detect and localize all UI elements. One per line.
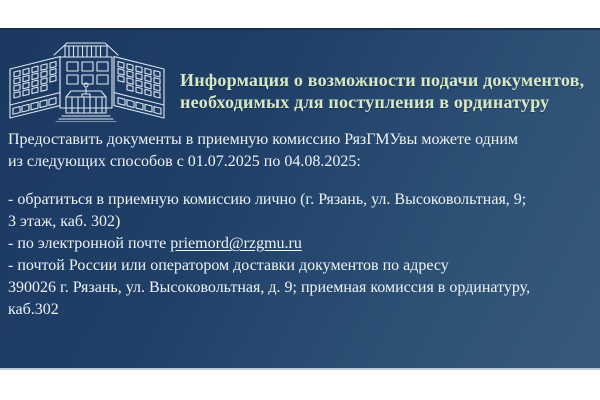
intro-line-1: Предоставить документы в приемную комиссию РязГМУвы можете одним — [8, 131, 519, 148]
letterbox-top — [0, 0, 600, 28]
title-line-1: Информация о возможности подачи документов, — [180, 70, 585, 90]
intro-paragraph — [8, 129, 596, 173]
slide — [0, 28, 600, 370]
submission-options-list — [8, 189, 596, 321]
page-title — [180, 70, 594, 113]
body-text — [8, 129, 596, 321]
option-line-post-room: каб.302 — [8, 301, 59, 318]
option-line-post-address: 390026 г. Рязань, ул. Высоковольтная, д. 9; приемная комиссия в ординатуру, — [8, 279, 531, 296]
letterbox-bottom — [0, 370, 600, 400]
option-line-in-person-cont: 3 этаж, каб. 302) — [8, 213, 121, 230]
email-link[interactable]: priemord@rzgmu.ru — [170, 235, 302, 252]
intro-line-2: из следующих способов с 01.07.2025 по 04.08.2025: — [8, 153, 361, 170]
university-building-icon — [8, 38, 166, 122]
title-line-2: необходимых для поступления в ординатуру — [180, 91, 550, 112]
option-line-email — [8, 233, 596, 255]
email-line-prefix: - по электронной почте — [8, 235, 171, 252]
option-line-in-person: - обратиться в приемную комиссию лично (г. Рязань, ул. Высоковольтная, 9; — [8, 191, 527, 208]
option-line-post: - почтой России или оператором доставки документов по адресу — [8, 257, 449, 274]
